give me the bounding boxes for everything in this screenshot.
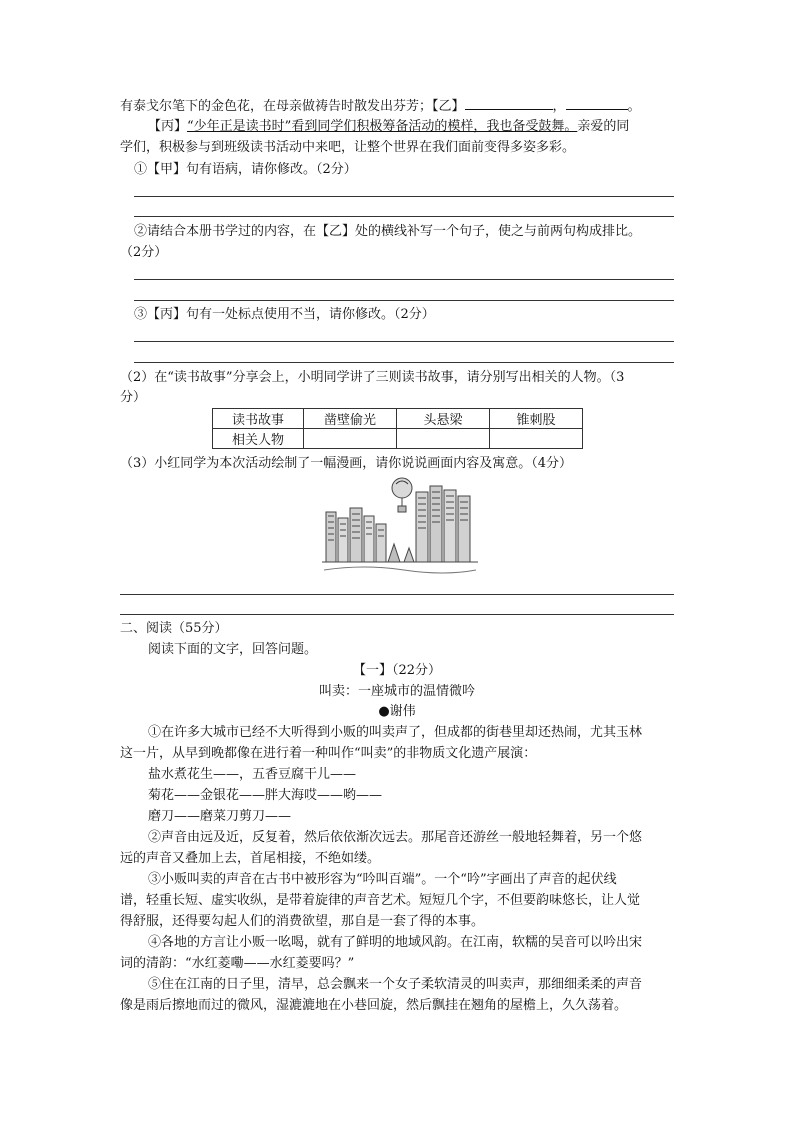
part-label: 【一】（22分）: [352, 663, 442, 678]
question-1-item-3: ③【丙】句有一处标点使用不当，请你修改。（2分）: [134, 307, 435, 322]
paragraph-line: 远的声音又叠加上去，首尾相接，不绝如缕。: [120, 851, 381, 866]
paragraph-line: 得舒服，还得要勾起人们的消费欲望，那自是一套了得的本事。: [120, 914, 485, 929]
line-yi-end: 。: [627, 99, 641, 114]
article-title: 叫卖：一座城市的温情微吟: [318, 684, 475, 699]
paragraph-line: 谱，轻重长短、虚实收纵，是带着旋律的声音艺术。短短几个字，不但要韵味悠长，让人觉: [120, 893, 641, 908]
line-yi-prefix: 有泰戈尔笔下的金色花，在母亲做祷告时散发出芬芳；【乙】: [120, 99, 465, 114]
answer-line[interactable]: [134, 216, 674, 217]
table-row: [213, 409, 583, 429]
question-1-item-2-score: （2分）: [120, 245, 168, 260]
text-line-yi: [120, 97, 641, 116]
answer-line[interactable]: [134, 300, 674, 301]
answer-blank[interactable]: [566, 97, 628, 110]
paragraph-line: 盐水煮花生——，五香豆腐干儿——: [148, 767, 357, 782]
question-3: （3）小红同学为本次活动绘制了一幅漫画，请你说说画面内容及寓意。（4分）: [120, 456, 573, 471]
paragraph-line: 像是雨后擦地而过的微风，湿漉漉地在小巷回旋，然后飘挂在翘角的屋檐上，久久荡着。: [120, 998, 628, 1013]
cartoon-illustration: [320, 474, 480, 578]
answer-cell[interactable]: [490, 429, 583, 449]
table-cell: 读书故事: [213, 409, 304, 429]
question-2-score: 分）: [120, 390, 147, 405]
answer-cell[interactable]: [304, 429, 397, 449]
paragraph-line: 菊花——金银花——胖大海哎——哟——: [148, 788, 383, 803]
paragraph-line: ③小贩叫卖的声音在古书中被形容为“吟叫百端”。一个“吟”字画出了声音的起伏线: [148, 872, 617, 887]
answer-line[interactable]: [120, 614, 674, 615]
paragraph-line: 磨刀——磨菜刀剪刀——: [148, 809, 292, 824]
paragraph-line: ⑤住在江南的日子里，清早，总会飘来一个女子柔软清灵的叫卖声，那细细柔柔的声音: [148, 977, 643, 992]
answer-line[interactable]: [134, 196, 674, 197]
reading-story-table: [212, 408, 583, 449]
answer-line[interactable]: [120, 594, 674, 595]
section-instruction: 阅读下面的文字，回答问题。: [148, 642, 318, 657]
bing-underlined: 看到同学们积极筹备活动的模样，我也备受鼓舞。: [291, 119, 578, 134]
table-cell: 凿壁偷光: [304, 409, 397, 429]
answer-line[interactable]: [134, 279, 674, 280]
table-cell: 头悬梁: [397, 409, 490, 429]
bing-label: 【丙】: [148, 119, 188, 134]
text-line: 学们，积极参与到班级读书活动中来吧，让整个世界在我们面前变得多姿多彩。: [120, 140, 576, 155]
table-cell: 锥刺股: [490, 409, 583, 429]
question-2: （2）在“读书故事”分享会上，小明同学讲了三则读书故事，请分别写出相关的人物。（3: [120, 370, 625, 385]
text-line-bing: [148, 118, 629, 136]
answer-blank[interactable]: [465, 97, 553, 110]
answer-cell[interactable]: [397, 429, 490, 449]
bing-quote: “少年正是读书时”: [187, 119, 292, 134]
paragraph-line: ②声音由远及近，反复着，然后依依渐次远去。那尾音还游丝一般地轻舞着，另一个悠: [148, 830, 643, 845]
question-1-item-1: ①【甲】句有语病，请你修改。（2分）: [134, 162, 357, 177]
line-yi-sep: ，: [552, 99, 566, 114]
paragraph-line: 词的清韵：“水红菱嘞——水红菱要吗？”: [120, 956, 355, 971]
table-cell: 相关人物: [213, 429, 304, 449]
section-title: 二、阅读（55分）: [120, 621, 228, 636]
question-1-item-2: ②请结合本册书学过的内容，在【乙】处的横线补写一个句子，使之与前两句构成排比。: [134, 224, 642, 239]
table-row: [213, 429, 583, 449]
paragraph-line: ①在许多大城市已经不大听得到小贩的叫卖声了，但成都的街巷里却还热闹，尤其玉林: [148, 725, 643, 740]
paragraph-line: 这一片，从早到晚都像在进行着一种叫作“叫卖”的非物质文化遗产展演：: [120, 746, 537, 761]
article-author: ●谢伟: [378, 704, 416, 719]
answer-line[interactable]: [134, 341, 674, 342]
paragraph-line: ④各地的方言让小贩一吆喝，就有了鲜明的地域风韵。在江南，软糯的吴音可以吟出宋: [148, 935, 643, 950]
bing-rest: 亲爱的同: [577, 119, 630, 134]
answer-line[interactable]: [134, 362, 674, 363]
